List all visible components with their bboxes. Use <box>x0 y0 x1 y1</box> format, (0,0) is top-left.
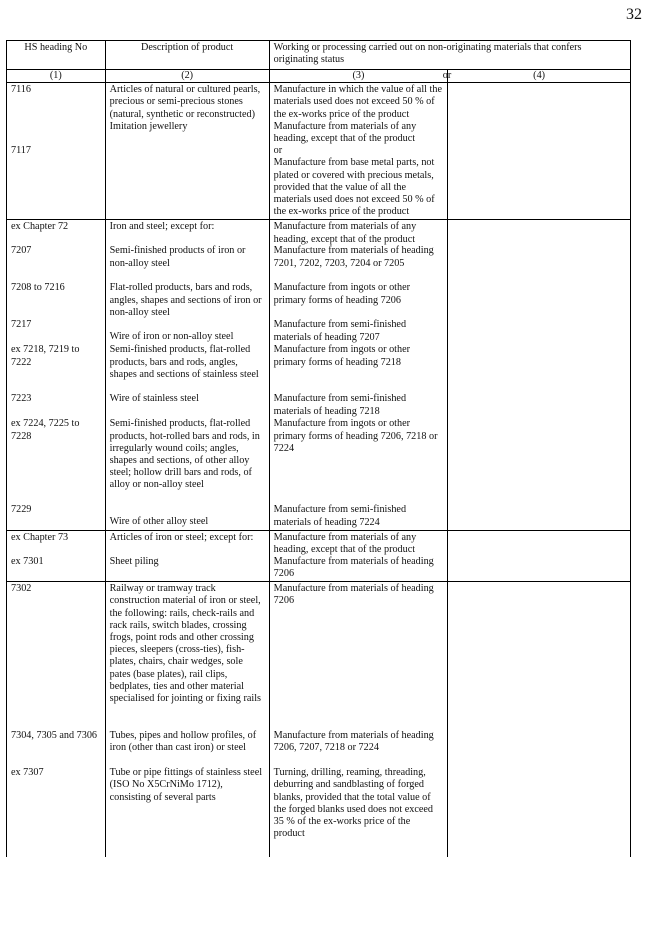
row-description <box>105 83 269 220</box>
work-7302: Manufacture from materials of heading 7206 <box>273 583 434 607</box>
table-row <box>7 582 631 858</box>
desc-ch72: Iron and steel; except for: <box>109 221 215 233</box>
heading-7301: ex 7301 <box>11 555 44 567</box>
work-ch72: Manufacture from materials of any heading, except that of the product <box>273 221 417 245</box>
row-description <box>105 530 269 581</box>
work-7208: Manufacture from ingots or other primary forms of heading 7206 <box>273 282 411 306</box>
heading-7224: ex 7224, 7225 to 7228 <box>11 418 80 442</box>
heading-7217: 7217 <box>11 319 32 331</box>
table-header-row <box>7 41 631 70</box>
work-7304: Manufacture from materials of heading 7206, 7207, 7218 or 7224 <box>273 730 434 754</box>
work-7223: Manufacture from semi-finished materials of heading 7218 <box>273 393 407 417</box>
heading-7229: 7229 <box>11 504 32 516</box>
desc-7117: Imitation jewellery <box>109 120 188 132</box>
desc-7116: Articles of natural or cultured pearls, precious or semi-precious stones (natural, synthetic or reconstructed) <box>109 84 261 120</box>
colnum-1: (1) <box>7 70 106 83</box>
colnum-3 <box>269 70 452 83</box>
work-7207: Manufacture from materials of heading 7201, 7202, 7203, 7204 or 7205 <box>273 245 434 269</box>
header-description: Description of product <box>105 41 269 70</box>
table-row <box>7 83 631 220</box>
row-description <box>105 220 269 530</box>
desc-7229: Wire of other alloy steel <box>109 516 209 528</box>
desc-7208: Flat-rolled products, bars and rods, angles, shapes and sections of iron or non-alloy steel <box>109 282 262 318</box>
desc-7223: Wire of stainless steel <box>109 393 199 405</box>
row-heading <box>7 83 106 220</box>
row-working <box>269 220 448 530</box>
table-row <box>7 220 631 530</box>
work-ch73: Manufacture from materials of any heading, except that of the product <box>273 531 417 556</box>
heading-ch72: ex Chapter 72 <box>11 221 69 233</box>
heading-7307: ex 7307 <box>11 767 44 779</box>
work-7116: Manufacture in which the value of all the materials used does not exceed 50 % of the ex-works price of the product <box>273 84 442 120</box>
heading-7208: 7208 to 7216 <box>11 282 65 294</box>
work-7117-or: or <box>273 145 283 157</box>
work-7217: Manufacture from semi-finished materials of heading 7207 <box>273 319 407 343</box>
row-alt <box>448 83 631 220</box>
desc-7207: Semi-finished products of iron or non-alloy steel <box>109 245 246 269</box>
colnum-4: (4) <box>448 70 631 83</box>
table-row <box>7 530 631 581</box>
heading-7207: 7207 <box>11 245 32 257</box>
heading-7116: 7116 <box>11 84 31 96</box>
desc-7307: Tube or pipe fittings of stainless steel (ISO No X5CrNiMo 1712), consisting of several parts <box>109 767 263 803</box>
heading-ch73: ex Chapter 73 <box>11 531 69 543</box>
work-7229: Manufacture from semi-finished materials of heading 7224 <box>273 504 407 528</box>
heading-7223: 7223 <box>11 393 32 405</box>
colnum-2: (2) <box>105 70 269 83</box>
row-alt <box>448 582 631 858</box>
heading-7218: ex 7218, 7219 to 7222 <box>11 344 80 368</box>
desc-7304: Tubes, pipes and hollow profiles, of iron (other than cast iron) or steel <box>109 730 257 754</box>
row-description <box>105 582 269 858</box>
row-heading <box>7 220 106 530</box>
row-heading <box>7 582 106 858</box>
header-working: Working or processing carried out on non-originating materials that confers originating status <box>269 41 630 70</box>
work-7307: Turning, drilling, reaming, threading, deburring and sandblasting of forged blanks, provided that the total value of the forged blanks used does not exceed 35 % of the ex-works price of the product <box>273 767 434 840</box>
header-hs-heading: HS heading No <box>7 41 106 70</box>
heading-7302: 7302 <box>11 583 32 595</box>
heading-7117: 7117 <box>11 145 31 157</box>
desc-ch73: Articles of iron or steel; except for: <box>109 531 254 543</box>
or-label: or <box>442 70 452 81</box>
work-7301: Manufacture from materials of heading 7206 <box>273 555 434 580</box>
desc-7218: Semi-finished products, flat-rolled products, bars and rods, angles, shapes and sections of stainless steel <box>109 344 259 380</box>
page-number: 32 <box>626 6 642 23</box>
column-number-row <box>7 70 631 83</box>
row-working <box>269 582 448 858</box>
row-alt <box>448 220 631 530</box>
row-heading <box>7 530 106 581</box>
rules-table <box>6 40 631 857</box>
work-7218: Manufacture from ingots or other primary forms of heading 7218 <box>273 344 411 368</box>
colnum-3-label: (3) <box>352 70 365 81</box>
desc-7217: Wire of iron or non-alloy steel <box>109 331 234 343</box>
work-7117: Manufacture from materials of any heading, except that of the product <box>273 120 417 145</box>
row-working <box>269 83 448 220</box>
desc-7224: Semi-finished products, flat-rolled products, hot-rolled bars and rods, in irregularly wound coils; angles, shapes and sections, of other alloy steel; hollow drill bars and rods, of alloy or non-alloy steel <box>109 418 260 491</box>
work-7224: Manufacture from ingots or other primary forms of heading 7206, 7218 or 7224 <box>273 418 438 454</box>
heading-7304: 7304, 7305 and 7306 <box>11 730 98 742</box>
desc-7301: Sheet piling <box>109 555 159 567</box>
row-working <box>269 530 448 581</box>
row-alt <box>448 530 631 581</box>
work-7117-alt: Manufacture from base metal parts, not plated or covered with precious metals, provided that the value of all the materials used does not exceed 50 % of the ex-works price of the product <box>273 157 435 218</box>
rules-table-wrapper <box>6 40 631 857</box>
desc-7302: Railway or tramway track construction material of iron or steel, the following: rails, check-rails and rack rails, switch blades, crossing frogs, point rods and other crossing pieces, sleepers (cross-ties), fish-plates, chairs, chair wedges, sole pates (base plates), rail clips, bedplates, ties and other material specialised for jointing or fixing rails <box>109 583 261 705</box>
